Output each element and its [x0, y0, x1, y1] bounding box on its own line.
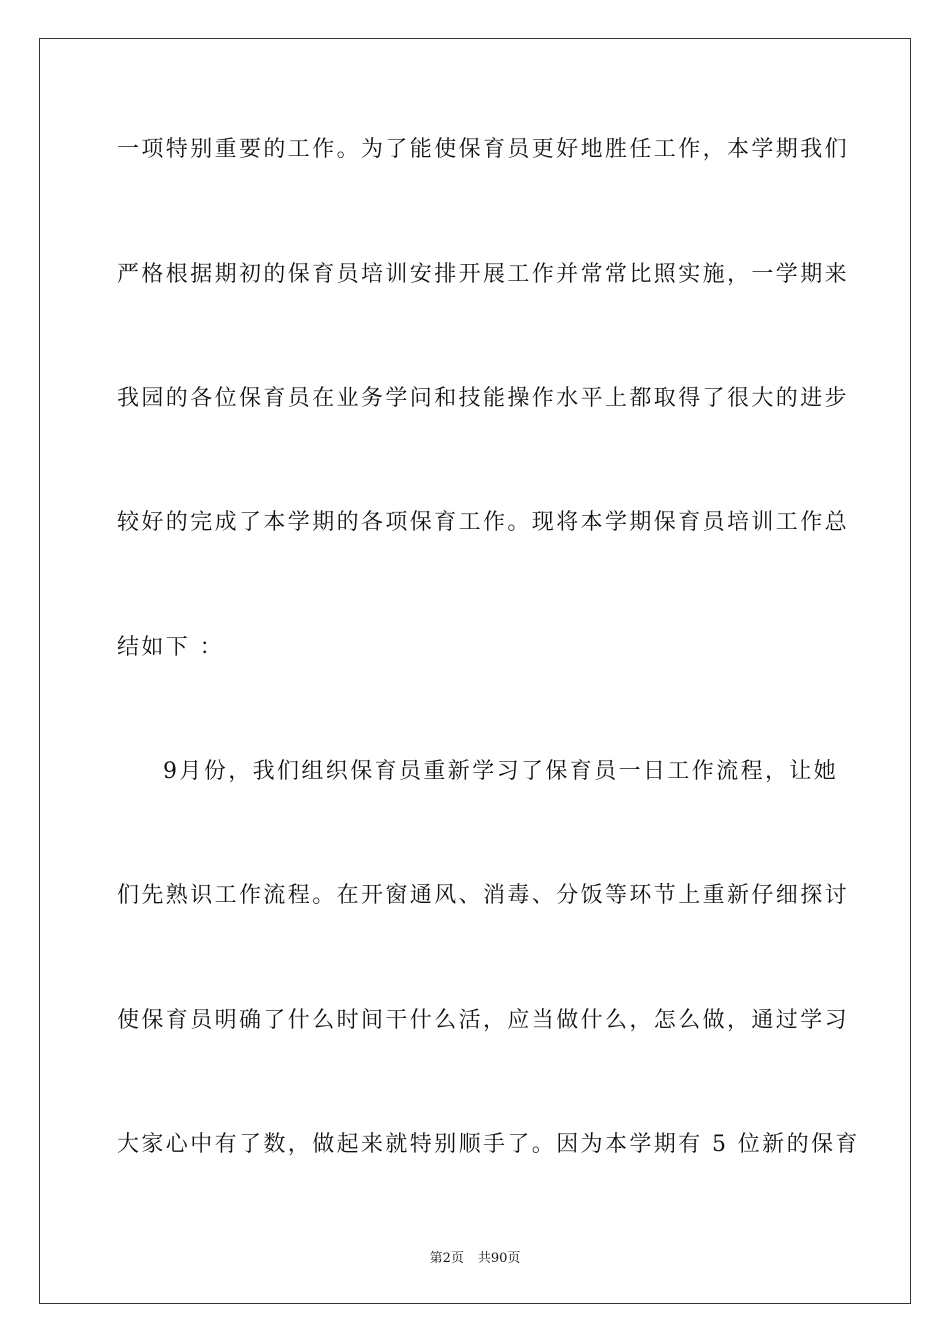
text-line-4: 较好的完成了本学期的各项保育工作。现将本学期保育员培训工作总	[117, 510, 850, 535]
page-number: 第2页	[429, 1251, 464, 1266]
text-line-8: 使保育员明确了什么时间干什么活，应当做什么，怎么做，通过学习	[117, 1008, 850, 1033]
page-total: 共90页	[477, 1251, 521, 1266]
text-line-5: 结如下 ：	[117, 635, 224, 660]
text-line-9: 大家心中有了数，做起来就特别顺手了。因为本学期有 5 位新的保育	[117, 1132, 860, 1157]
text-line-3: 我园的各位保育员在业务学问和技能操作水平上都取得了很大的进步	[117, 386, 850, 411]
page-border	[39, 38, 911, 1304]
text-line-6: 9月份，我们组织保育员重新学习了保育员一日工作流程，让她	[163, 759, 839, 784]
text-line-7: 们先熟识工作流程。在开窗通风、消毒、分饭等环节上重新仔细探讨	[117, 883, 850, 908]
page-footer	[0, 1247, 950, 1266]
text-line-1: 一项特别重要的工作。为了能使保育员更好地胜任工作，本学期我们	[117, 137, 850, 162]
text-line-2: 严格根据期初的保育员培训安排开展工作并常常比照实施，一学期来	[117, 262, 850, 287]
